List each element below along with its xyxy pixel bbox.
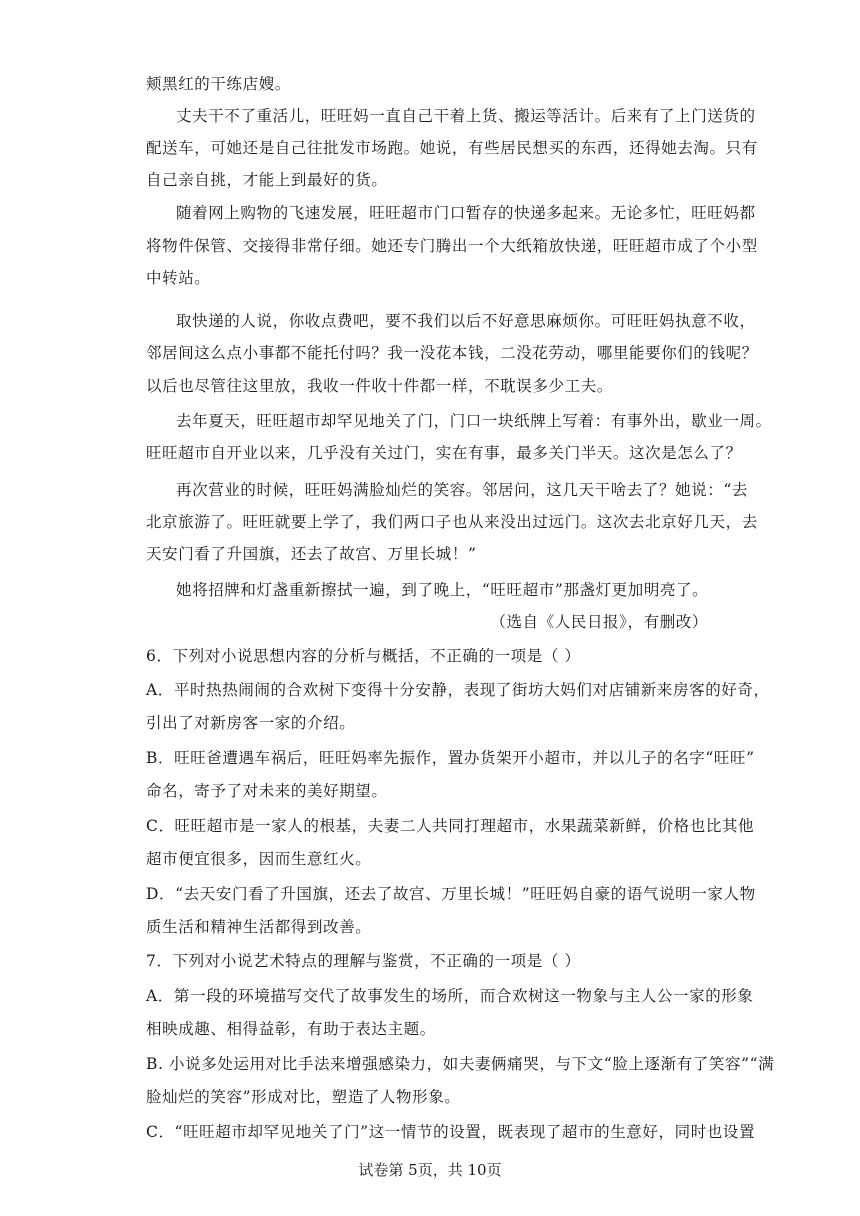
story-source: （选自《人民日报》，有删改） bbox=[490, 613, 708, 631]
question-7-option-b-cont: 脸灿烂的笑容”形成对比，塑造了人物形象。 bbox=[146, 1088, 461, 1106]
story-line: 中转站。 bbox=[146, 269, 211, 287]
question-6-stem: 6．下列对小说思想内容的分析与概括，不正确的一项是（ ） bbox=[146, 647, 581, 665]
question-6-option-b: B．旺旺爸遭遇车祸后，旺旺妈率先振作，置办货架开小超市，并以儿子的名字“旺旺” bbox=[146, 749, 755, 767]
story-line: 随着网上购物的飞速发展，旺旺超市门口暂存的快递多起来。无论多忙，旺旺妈都 bbox=[176, 204, 756, 222]
story-line: 北京旅游了。旺旺就要上学了，我们两口子也从来没出过远门。这次去北京好几天，去 bbox=[146, 513, 758, 531]
question-7-option-a-cont: 相映成趣、相得益彰，有助于表达主题。 bbox=[146, 1020, 436, 1038]
story-line: 取快递的人说，你收点费吧，要不我们以后不好意思麻烦你。可旺旺妈执意不收， bbox=[176, 312, 756, 330]
story-line: 颊黑红的干练店嫂。 bbox=[146, 75, 291, 93]
story-line: 天安门看了升国旗，还去了故宫、万里长城！” bbox=[146, 545, 477, 563]
story-line: 旺旺超市自开业以来，几乎没有关过门，实在有事，最多关门半天。这次是怎么了？ bbox=[146, 444, 742, 462]
question-6-option-b-cont: 命名，寄予了对未来的美好期望。 bbox=[146, 782, 388, 800]
question-6-option-a-cont: 引出了对新房客一家的介绍。 bbox=[146, 714, 356, 732]
question-7-option-a: A．第一段的环境描写交代了故事发生的场所，而合欢树这一物象与主人公一家的形象 bbox=[146, 987, 754, 1005]
question-7-option-b: B. 小说多处运用对比手法来增强感染力，如夫妻俩痛哭，与下文“脸上逐渐有了笑容”“满 bbox=[146, 1055, 775, 1073]
question-6-option-c-cont: 超市便宜很多，因而生意红火。 bbox=[146, 850, 372, 868]
story-line: 自己亲自挑，才能上到最好的货。 bbox=[146, 171, 388, 189]
question-6-option-a: A．平时热热闹闹的合欢树下变得十分安静，表现了街坊大妈们对店铺新来房客的好奇， bbox=[146, 681, 770, 699]
story-line: 以后也尽管往这里放，我收一件收十件都一样，不耽误多少工夫。 bbox=[146, 377, 613, 395]
story-line: 丈夫干不了重活儿，旺旺妈一直自己干着上货、搬运等活计。后来有了上门送货的 bbox=[176, 107, 756, 125]
story-line: 她将招牌和灯盏重新擦拭一遍，到了晚上，“旺旺超市”那盏灯更加明亮了。 bbox=[176, 581, 709, 599]
question-7-option-c: C．“旺旺超市却罕见地关了门”这一情节的设置，既表现了超市的生意好，同时也设置 bbox=[146, 1123, 756, 1141]
story-line: 将物件保管、交接得非常仔细。她还专门腾出一个大纸箱放快递，旺旺超市成了个小型 bbox=[146, 237, 758, 255]
story-line: 邻居间这么点小事都不能托付吗？我一没花本钱，二没花劳动，哪里能要你们的钱呢？ bbox=[146, 344, 758, 362]
story-line: 去年夏天，旺旺超市却罕见地关了门，门口一块纸牌上写着：有事外出，歇业一周。 bbox=[176, 412, 772, 430]
question-7-stem: 7．下列对小说艺术特点的理解与鉴赏，不正确的一项是（ ） bbox=[146, 952, 581, 970]
story-line: 配送车，可她还是自己往批发市场跑。她说，有些居民想买的东西，还得她去淘。只有 bbox=[146, 139, 758, 157]
question-6-option-d-cont: 质生活和精神生活都得到改善。 bbox=[146, 918, 372, 936]
question-6-option-d: D．“去天安门看了升国旗，还去了故宫、万里长城！”旺旺妈自豪的语气说明一家人物 bbox=[146, 885, 756, 903]
story-line: 再次营业的时候，旺旺妈满脸灿烂的笑容。邻居问，这几天干啥去了？她说：“去 bbox=[176, 481, 749, 499]
question-6-option-c: C．旺旺超市是一家人的根基，夫妻二人共同打理超市，水果蔬菜新鲜，价格也比其他 bbox=[146, 817, 755, 835]
page-footer: 试卷第 5页，共 10页 bbox=[358, 1161, 502, 1179]
